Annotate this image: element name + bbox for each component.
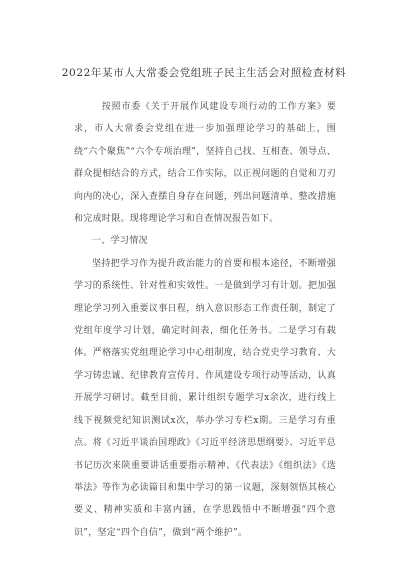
document-body (74, 96, 336, 544)
document-title: 2022年某市人大常委会党组班子民主生活会对照检查材料 (61, 67, 347, 79)
section-heading: 一、学习情况 (92, 236, 148, 247)
intro-paragraph: 按照市委《关于开展作风建设专项行动的工作方案》要求，市人大常委会党组在进一步加强理论学习的基础上，围绕“六个聚焦”“六个专项治理”，坚持自己找、互相查、领导点、群众提相结合的方式，结合工作实际，以正视问题的自觉和刀刃向内的决心，深入查摆自身存在问题，列出问题清单、整改措施和完成时限。现将理论学习和自查情况报告如下。 (74, 102, 336, 225)
section-paragraph: 坚持把学习作为提升政治能力的首要和根本途径，不断增强学习的系统性、针对性和实效性。一是做到学习有计划。把加强理论学习列入重要议事日程，纳入意识形态工作责任制，制定了党组年度学习计划，确定时间表，细化任务书。二是学习有载体。严格落实党组理论学习中心组制度，结合党史学习教育、大学习铸忠诚、纪律教育宣传月、作风建设专项行动等活动，认真开展学习研讨。截至目前，累计组织专题学习x余次，进行线上线下视频党纪知识测试x次，举办学习专栏x期。三是学习有重点。将《习近平谈治国理政》《习近平经济思想纲要》、习近平总书记历次来陕重要讲话重要指示精神、《代表法》《组织法》《选举法》等作为必读篇目和集中学习的第一议题，深刻领悟其核心要义、精神实质和丰富内涵，在学思践悟中不断增强“四个意识”，坚定“四个自信”，做到“两个维护”。 (74, 258, 336, 538)
